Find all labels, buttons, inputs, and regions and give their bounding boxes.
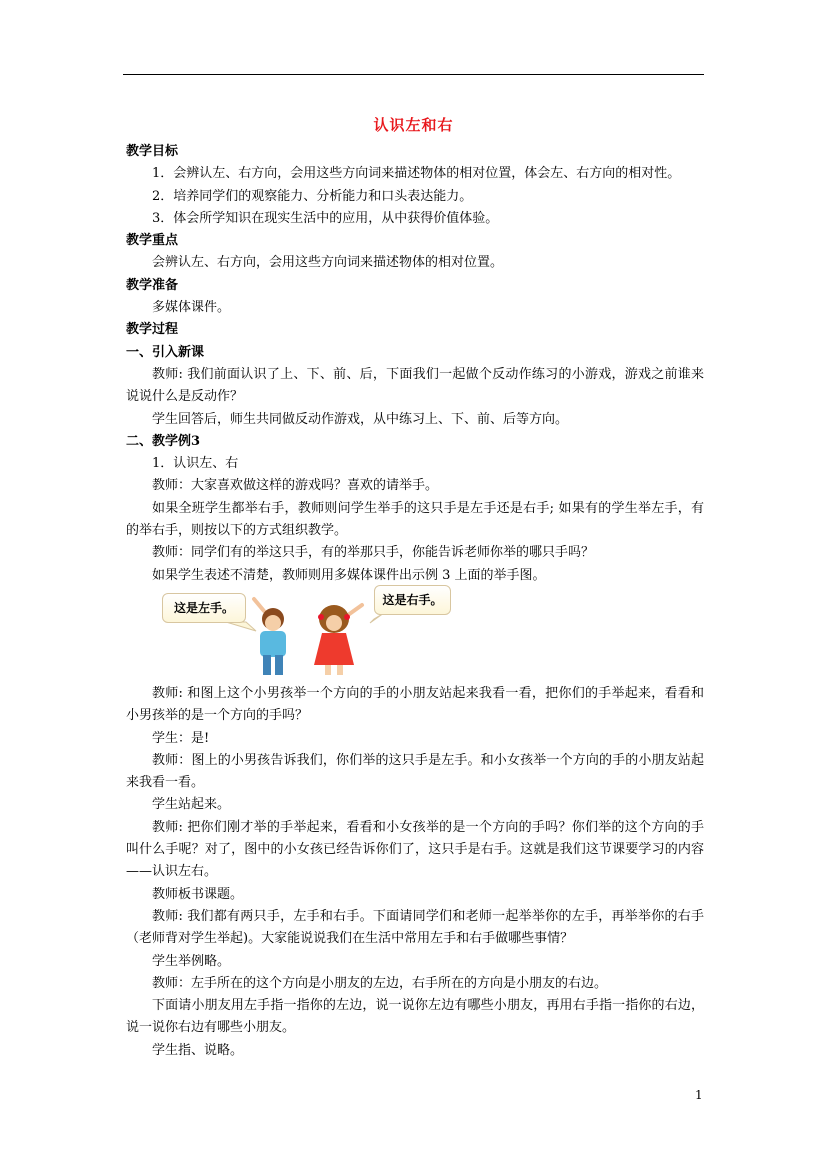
part2-paragraph: 教师板书课题。 xyxy=(152,886,244,902)
page-title: 认识左和右 xyxy=(373,116,454,134)
part1-paragraph: 教师: 我们前面认识了上、下、前、后，下面我们一起做个反动作练习的小游戏，游戏之前谁来说说什么是反动作？ xyxy=(126,366,704,405)
objective-1: 1．会辨认左、右方向，会用这些方向词来描述物体的相对位置，体会左、右方向的相对性。 xyxy=(152,166,681,182)
part2-paragraph: 学生指、说略。 xyxy=(152,1042,244,1058)
left-hand-speech-bubble: 这是左手。 xyxy=(162,593,246,623)
part2-paragraph: 教师：图上的小男孩告诉我们，你们举的这只手是左手。和小女孩举一个方向的手的小朋友站起来我看一看。 xyxy=(126,752,704,791)
part2-paragraph: 如果学生表述不清楚，教师则用多媒体课件出示例 3 上面的举手图。 xyxy=(152,567,546,583)
page-number: 1 xyxy=(695,1088,703,1102)
part1-heading: 一、引入新课 xyxy=(126,344,205,360)
part2-paragraph: 教师：大家喜欢做这样的游戏吗？喜欢的请举手。 xyxy=(152,478,439,494)
document-body xyxy=(126,141,704,1062)
header-rule xyxy=(123,74,704,75)
keypoint-heading: 教学重点 xyxy=(126,233,179,249)
part2-paragraph: 1．认识左、右 xyxy=(152,456,239,472)
part2-paragraph: 下面请小朋友用左手指一指你的左边，说一说你左边有哪些小朋友，再用右手指一指你的右边，说一说你右边有哪些小朋友。 xyxy=(126,998,704,1036)
objective-3: 3．体会所学知识在现实生活中的应用，从中获得价值体验。 xyxy=(152,210,499,226)
keypoint-text: 会辨认左、右方向，会用这些方向词来描述物体的相对位置。 xyxy=(152,255,504,271)
prep-text: 多媒体课件。 xyxy=(152,300,231,316)
part2-heading: 二、教学例3 xyxy=(126,433,201,449)
part2-paragraph: 教师: 和图上这个小男孩举一个方向的手的小朋友站起来我看一看，把你们的手举起来，看看和小男孩举的是一个方向的手吗？ xyxy=(126,685,704,724)
part2-paragraph: 学生：是! xyxy=(152,730,210,746)
part2-paragraph: 教师: 把你们刚才举的手举起来，看看和小女孩举的是一个方向的手吗？你们举的这个方向的手叫什么手呢？对了，图中的小女孩已经告诉你们了，这只手是右手。这就是我们这节课要学习的内容——认识左右。 xyxy=(126,819,704,880)
part2-paragraph: 如果全班学生都举右手，教师则问学生举手的这只手是左手还是右手; 如果有的学生举左手，有的举右手，则按以下的方式组织教学。 xyxy=(126,500,704,539)
part2-paragraph: 教师：同学们有的举这只手，有的举那只手，你能告诉老师你举的哪只手吗？ xyxy=(152,545,595,561)
right-hand-speech-bubble: 这是右手。 xyxy=(374,585,451,615)
hand-raising-illustration xyxy=(126,589,704,677)
part1-paragraph: 学生回答后，师生共同做反动作游戏，从中练习上、下、前、后等方向。 xyxy=(152,411,569,427)
objective-2: 2．培养同学们的观察能力、分析能力和口头表达能力。 xyxy=(152,188,473,204)
process-heading: 教学过程 xyxy=(126,322,179,338)
part2-paragraph: 学生举例略。 xyxy=(152,953,231,969)
boy-figure xyxy=(254,599,286,675)
part2-paragraph: 教师: 我们都有两只手，左手和右手。下面请同学们和老师一起举举你的左手，再举举你的右手（老师背对学生举起)。大家能说说我们在生活中常用左手和右手做哪些事情？ xyxy=(126,908,704,947)
girl-figure xyxy=(314,605,362,675)
prep-heading: 教学准备 xyxy=(126,277,179,293)
part2-paragraph: 教师：左手所在的这个方向是小朋友的左边，右手所在的方向是小朋友的右边。 xyxy=(152,975,608,991)
objectives-heading: 教学目标 xyxy=(126,144,179,159)
part2-paragraph: 学生站起来。 xyxy=(152,797,231,813)
